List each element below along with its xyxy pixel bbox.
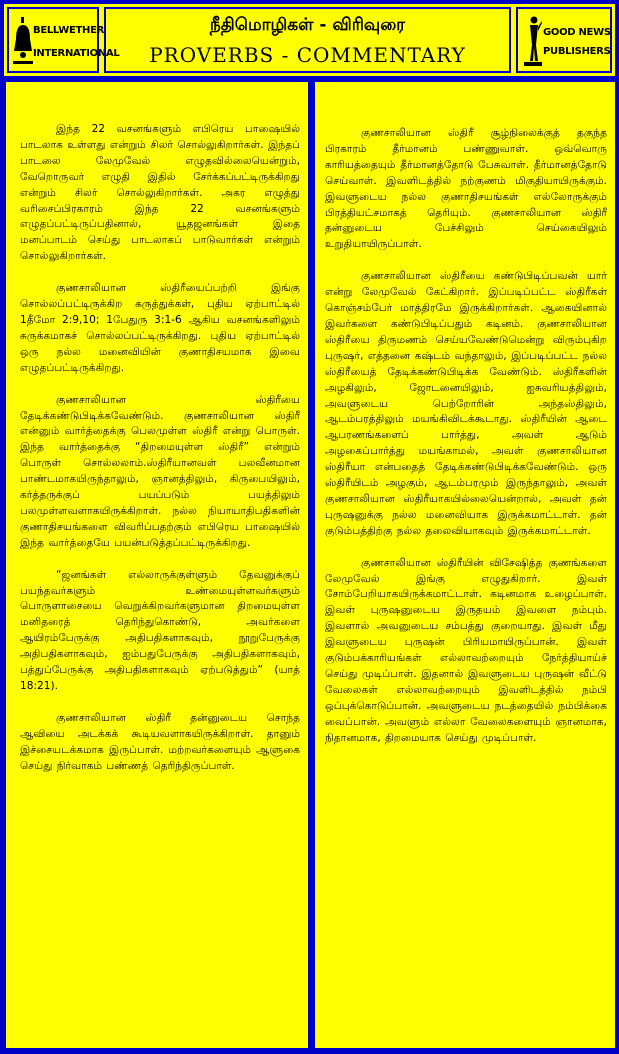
bellwether-line1: BELLWETHER: [33, 25, 105, 36]
header: [4, 4, 615, 76]
right-paragraph-1: குணசாலியான ஸ்திரீ சூழ்நிலைக்குத் தகுந்த பிரகாரம் தீர்மானம் பண்ணுவாள். ஒவ்வொரு காரியத்தையும் தீர்மானத்தோடு பேசுவாள். தீர்மானத்தோடு செய்வாள். இவளிடத்தில் நற்குணம் மிகுதியாயிருக்கும். இவளுடைய நல்ல குணாதிசயங்கள் எல்லோருக்கும் பிரத்தியட்சமாகத் தெரியும். குணசாலியான ஸ்திரீ தன்னுடைய பேச்சிலும் செய்கையிலும் உறுதியாயிருப்பாள்.: [325, 127, 607, 251]
left-paragraph-1: இந்த 22 வசனங்களும் எபிரெய பாஷையில் பாடலாக உள்ளது என்றும் சிலர் சொல்லுகிறார்கள். இந்தப் பாடலை லேமுவேல் எழுதவில்லையென்றும், வேறொருவர் எழுதி இதில் சேர்க்கப்பட்டிருக்கிறது என்றும் சிலர் சொல்லுகிறார்கள். அகர எழுத்து வரிசைப்பிரகாரம் இந்த 22 வசனங்களும் எழுதப்பட்டிருப்பதினால், யூதஜனங்கள் இதை மனப்பாடம் செய்து பாடலாகப் பாடுவார்கள் என்றும் சொல்லுகிறார்கள்.: [20, 123, 300, 263]
right-column: [315, 82, 615, 1048]
title-english: PROVERBS - COMMENTARY: [149, 43, 466, 67]
logo-inner-left: [13, 15, 120, 65]
left-column: [6, 82, 308, 1048]
herald-icon: [522, 15, 542, 67]
left-paragraph-4: “ஜனங்கள் எல்லாருக்குள்ளும் தேவனுக்குப் பயந்தவர்களும் உண்மையுள்ளவர்களும் பொருளாசையை வெறுக்கிறவர்களுமான திறமையுள்ள மனிதரைத் தெரிந்துகொண்டு, அவர்களை ஆயிரம்பேருக்கு அதிபதிகளாகவும், நூறுபேருக்கு அதிபதிகளாகவும், ஐம்பதுபேருக்கு அதிபதிகளாகவும், பத்துப்பேருக்கு அதிபதிகளாகவும் ஏற்படுத்தும்” (யாத் 18:21).: [20, 568, 300, 692]
good-news-wordmark: [543, 27, 611, 57]
bellwether-line2: INTERNATIONAL: [33, 48, 120, 59]
left-paragraph-2: குணசாலியான ஸ்திரீயைப்பற்றி இங்கு சொல்லப்பட்டிருக்கிற கருத்துக்கள், புதிய ஏற்பாட்டில் 1தீமோ 2:9,10; 1பேதுரு 3:1-6 ஆகிய வசனங்களிலும் சுருக்கமாகச் சொல்லப்பட்டிருக்கிறது. புதிய ஏற்பாட்டில் ஒரு நல்ல மனைவியின் குணாதிசயமாக இவை எழுதப்பட்டிருக்கிறது.: [20, 282, 300, 374]
bell-icon: [13, 17, 33, 67]
right-paragraph-2: குணசாலியான ஸ்திரீயை கண்டுபிடிப்பவன் யார் என்று லேமுவேல் கேட்கிறார். இப்படிப்பட்ட ஸ்திரீகள் கொஞ்சம்பேர் மாத்திரமே இருக்கிறார்கள். ஆகையினால் இவர்களை கண்டுபிடிப்பதும் கடினம். குணசாலியான ஸ்திரீயை திருமணம் செய்யவேண்டுமென்று விரும்புகிற புருஷர், எத்தனை கஷ்டம் வந்தாலும், இப்படிப்பட்ட நல்ல ஸ்திரீயைத் தேடிக்கண்டுபிடிக்க வேண்டும். ஸ்திரீகளின் அழகிலும், ஜோடனையிலும், ஐசுவரியத்திலும், அவளுடைய பெற்றோரின் அந்தஸ்திலும், ஆடம்பரத்திலும் மயங்கிவிடக்கூடாது. ஸ்திரீயின் ஆடை ஆபரணங்களைப் பார்த்து, அவள் ஆடும் அழகைப்பார்த்து மயங்காமல், அவள் குணசாலியான ஸ்திரீயா என்பதைத் தேடிக்கண்டுபிடிக்கவேண்டும். ஒரு ஸ்திரீயிடம் அழகும், ஆடம்பரமும் இருந்தாலும், அவள் குணசாலியான ஸ்திரீயாகயில்லையென்றால், அவள் தன் புருஷனுக்கு நல்ல மனைவியாக இருக்கமாட்டாள். தன் குடும்பத்திற்கு நல்ல தலைவியாகவும் இருக்கமாட்டாள்.: [325, 270, 607, 537]
header-title: [104, 7, 511, 73]
good-news-logo: [516, 7, 612, 73]
left-paragraph-5: குணசாலியான ஸ்திரீ தன்னுடைய சொந்த ஆவியை அடக்கக் கூடியவளாகயிருக்கிறாள். தானும் இச்சையடக்கமாக இருப்பாள். மற்றவர்களையும் ஆளுகை செய்து நிர்வாகம் பண்ணத் தெரிந்திருப்பாள்.: [20, 711, 300, 772]
bellwether-logo: [7, 7, 120, 73]
right-paragraph-3: குணசாலியான ஸ்திரீயின் விசேஷித்த குணங்களை லேமுவேல் இங்கு எழுதுகிறார். இவள் சோம்பேறியாகயிருக்கமாட்டாள். கடினமாக உழைப்பாள். இவள் புருஷனுடைய இருதயம் இவளை நம்பும். இவளால் அவனுடைய சம்பத்து குறையாது. இவள் மீது இவளுடைய புருஷன் பிரியமாயிருப்பான். இவள் குடும்பக்காரியங்கள் எல்லாவற்றையும் நேர்த்தியாய்ச் செய்து முடிப்பாள். இதனால் இவளுடைய புருஷன் வீட்டு வேலைகள் எல்லாவற்றையும் இவளிடத்தில் நம்பி ஒப்புக்கொடுப்பான். அவளுடைய நடத்தையில் நம்பிக்கை வைப்பான். அவளும் எல்லா வேலைகளையும் ஞானமாக, நிதானமாக, திறமையாக செய்து முடிப்பாள்.: [325, 556, 607, 744]
left-paragraph-3: குணசாலியான ஸ்திரீயை தேடிக்கண்டுபிடிக்கவேண்டும். குணசாலியான ஸ்திரீ என்னும் வார்த்தைக்கு பெலமுள்ள ஸ்திரீ என்று பொருள். இந்த வார்த்தைக்கு “திறமையுள்ள ஸ்திரீ” என்றும் பொருள் சொல்லலாம்.ஸ்திரீயானவள் பலவீனமான பாண்டமாகயிருந்தாலும், ஞானத்திலும், கிருபையிலும், கர்த்தருக்குப் பயப்படும் பயத்திலும் பலமுள்ளவளாகயிருக்கிறாள். நல்ல நியாயாதிபதிகளின் குணாதிசயங்களை விவரிப்பதற்கும் எபிரெய பாஷையில் இந்த வார்த்தையே பயன்படுத்தப்பட்டிருக்கிறது.: [20, 393, 300, 549]
good-news-line2: PUBLISHERS: [543, 46, 611, 57]
good-news-line1: GOOD NEWS: [543, 27, 611, 38]
title-tamil: நீதிமொழிகள் - விரிவுரை: [209, 15, 406, 35]
logo-inner-right: [522, 15, 611, 65]
